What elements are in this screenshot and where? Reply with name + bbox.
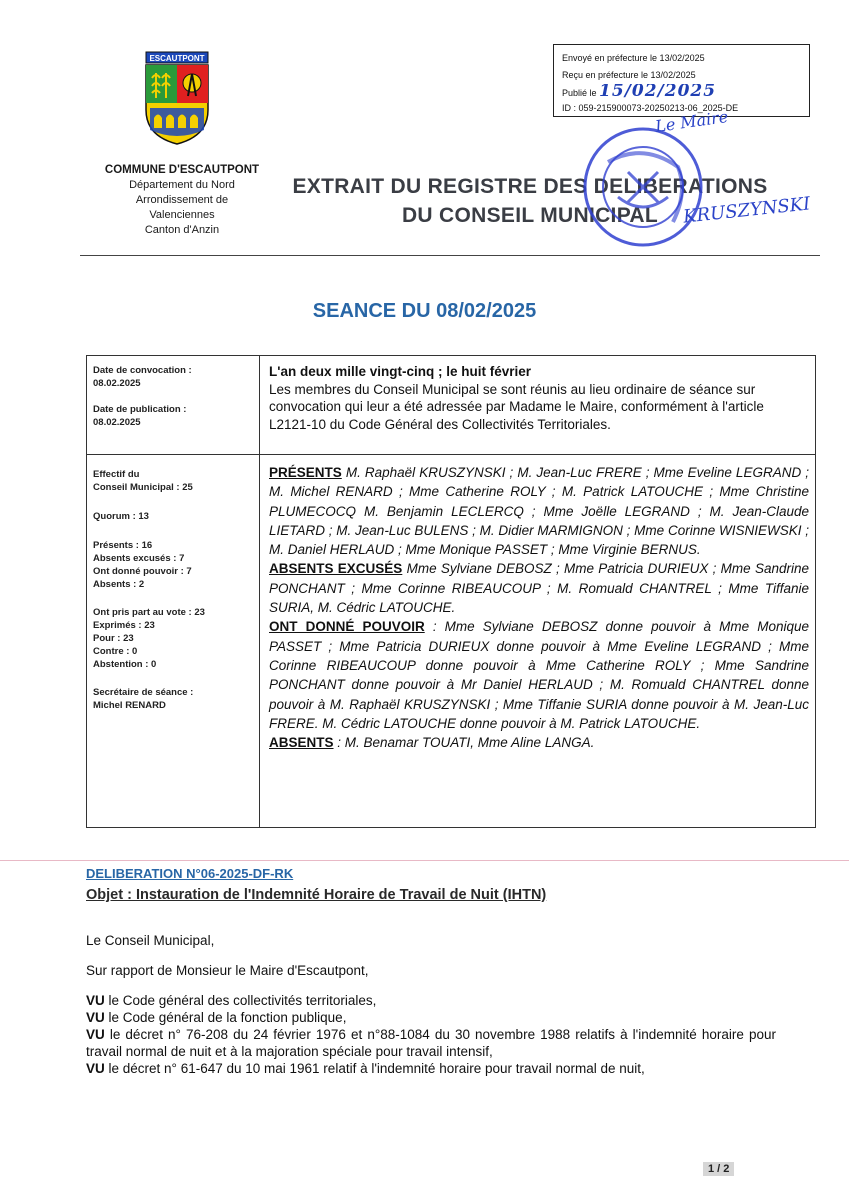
- presents-count: Présents : 16: [93, 540, 153, 551]
- deliberation-intro-2: Sur rapport de Monsieur le Maire d'Escautpont,: [86, 963, 369, 978]
- vu-item: [86, 992, 776, 1009]
- attendance-list: [269, 463, 809, 752]
- table-column-divider: [259, 356, 260, 827]
- seance-intro: [269, 363, 809, 433]
- seance-intro-text: Les membres du Conseil Municipal se sont réunis au lieu ordinaire de séance sur convocation qui leur a été adressée par Madame le Maire, conformément à l'article L2121-10 du Code Général des Collectivités Territoriales.: [269, 381, 764, 432]
- logo-banner-text: ESCAUTPONT: [149, 54, 205, 63]
- seance-date-line: L'an deux mille vingt-cinq ; le huit février: [269, 364, 532, 379]
- absents-label: ABSENTS: [269, 735, 334, 751]
- secretaire-label: Secrétaire de séance :: [93, 687, 194, 698]
- vu-text: le Code général des collectivités territoriales,: [104, 993, 377, 1008]
- excuses-paragraph: [269, 559, 809, 617]
- deliberation-intro-1: Le Conseil Municipal,: [86, 933, 215, 948]
- absents-paragraph: [269, 733, 809, 752]
- vote-count: Ont pris part au vote : 23: [93, 607, 205, 618]
- mayor-handwritten-label: Le Maire: [654, 106, 730, 137]
- vote-summary-block: [93, 468, 205, 712]
- table-row-divider: [87, 454, 815, 455]
- pouvoir-label: ONT DONNÉ POUVOIR: [269, 619, 425, 635]
- effectif-value: Conseil Municipal : 25: [93, 482, 193, 493]
- seance-title: SEANCE DU 08/02/2025: [312, 300, 537, 322]
- mayor-seal-stamp: [578, 122, 708, 252]
- vu-text: le Code général de la fonction publique,: [104, 1010, 347, 1025]
- absents-excuses-count: Absents excusés : 7: [93, 553, 185, 564]
- prefecture-stamp-box: [553, 44, 810, 117]
- register-title-line2: DU CONSEIL MUNICIPAL: [401, 204, 659, 227]
- vu-label: VU: [86, 1027, 105, 1042]
- absents-names: : M. Benamar TOUATI, Mme Aline LANGA.: [333, 735, 595, 751]
- prefecture-publie-date: 15/02/2025: [599, 84, 717, 100]
- vu-text: le décret n° 61-647 du 10 mai 1961 relatif à l'indemnité horaire pour travail normal de nuit,: [104, 1061, 645, 1076]
- deliberation-number: DELIBERATION N°06-2025-DF-RK: [86, 866, 294, 881]
- vu-item: [86, 1026, 776, 1060]
- commune-line: Valenciennes: [149, 209, 215, 221]
- presents-label: PRÉSENTS: [269, 465, 342, 480]
- section-divider: [0, 860, 849, 861]
- commune-line: Canton d'Anzin: [144, 224, 220, 236]
- prefecture-id: ID : 059-215900073-20250213-06_2025-DE: [562, 103, 739, 113]
- mayor-handwritten-name: KRUSZYNSKI: [682, 193, 812, 228]
- convocation-date: 08.02.2025: [93, 378, 141, 389]
- page-number: 1 / 2: [703, 1162, 734, 1176]
- header-divider: [80, 255, 820, 256]
- secretaire-name: Michel RENARD: [93, 700, 166, 711]
- commune-logo: [138, 48, 216, 148]
- vu-label: VU: [86, 1010, 105, 1025]
- prefecture-recu: Reçu en préfecture le 13/02/2025: [562, 70, 696, 80]
- effectif-label: Effectif du: [93, 469, 140, 480]
- absents-count: Absents : 2: [93, 579, 145, 590]
- presents-names: M. Raphaël KRUSZYNSKI ; M. Jean-Luc FRERE ; Mme Eveline LEGRAND ; M. Michel RENARD ; Mme Catherine ROLY ; M. Patrick LATOUCHE ; Mme Christine PLUMECOCQ M. Benjamin LECLERCQ ; Mme Joëlle LEGRAND ; M. Jean-Claude LIETARD ; M. Jean-Luc BULENS ; M. Didier MARMIGNON ; Mme Corinne WISNIEWSKI ; M. Daniel HERLAUD ; Mme Monique PASSET ; Mme Virginie BERNUS.: [269, 465, 809, 558]
- vu-list: [86, 992, 776, 1077]
- excuses-label: ABSENTS EXCUSÉS: [269, 561, 403, 577]
- commune-line: Département du Nord: [129, 179, 235, 191]
- commune-info: [82, 163, 282, 238]
- exprimes-count: Exprimés : 23: [93, 620, 155, 631]
- abstention-count: Abstention : 0: [93, 659, 157, 670]
- convocation-label: Date de convocation :: [93, 365, 192, 376]
- vu-item: [86, 1060, 776, 1077]
- vu-label: VU: [86, 993, 105, 1008]
- prefecture-publie-label: Publié le: [562, 88, 597, 98]
- pouvoir-count: Ont donné pouvoir : 7: [93, 566, 192, 577]
- contre-count: Contre : 0: [93, 646, 138, 657]
- register-title-line1: EXTRAIT DU REGISTRE DES DELIBERATIONS: [292, 175, 768, 198]
- vu-label: VU: [86, 1061, 105, 1076]
- pour-count: Pour : 23: [93, 633, 134, 644]
- publication-label: Date de publication :: [93, 404, 187, 415]
- publication-date: 08.02.2025: [93, 417, 141, 428]
- deliberation-objet: Objet : Instauration de l'Indemnité Horaire de Travail de Nuit (IHTN): [86, 887, 547, 903]
- pouvoir-paragraph: [269, 617, 809, 733]
- convocation-block: [93, 364, 192, 429]
- presents-paragraph: [269, 463, 809, 559]
- quorum: Quorum : 13: [93, 511, 149, 522]
- commune-name: COMMUNE D'ESCAUTPONT: [104, 164, 260, 176]
- prefecture-envoye: Envoyé en préfecture le 13/02/2025: [562, 53, 705, 63]
- vu-text: le décret n° 76-208 du 24 février 1976 et n°88-1084 du 30 novembre 1988 relatifs à l'indemnité horaire pour travail normal de nuit et à la majoration spéciale pour travail intensif,: [86, 1027, 776, 1059]
- excuses-names: Mme Sylviane DEBOSZ ; Mme Patricia DURIEUX ; Mme Sandrine PONCHANT ; Mme Corinne RIBEAUCOUP ; M. Romuald CHANTREL ; Mme Tiffanie SURIA, M. Cédric LATOUCHE.: [269, 561, 809, 616]
- vu-item: [86, 1009, 776, 1026]
- commune-line: Arrondissement de: [135, 194, 229, 206]
- pouvoir-names: : Mme Sylviane DEBOSZ donne pouvoir à Mme Monique PASSET ; Mme Patricia DURIEUX donne pouvoir à Mme Eveline LEGRAND ; Mme Corinne RIBEAUCOUP donne pouvoir à Mme Catherine ROLY ; Mme Sandrine PONCHANT donne pouvoir à Mr Daniel HERLAUD ; M. Romuald CHANTREL donne pouvoir à M. Raphaël KRUSZYNSKI ; Mme Tiffanie SURIA donne pouvoir à M. Jean-Luc FRERE. M. Cédric LATOUCHE donne pouvoir à M. Patrick LATOUCHE.: [269, 619, 810, 731]
- attendance-table: [86, 355, 816, 828]
